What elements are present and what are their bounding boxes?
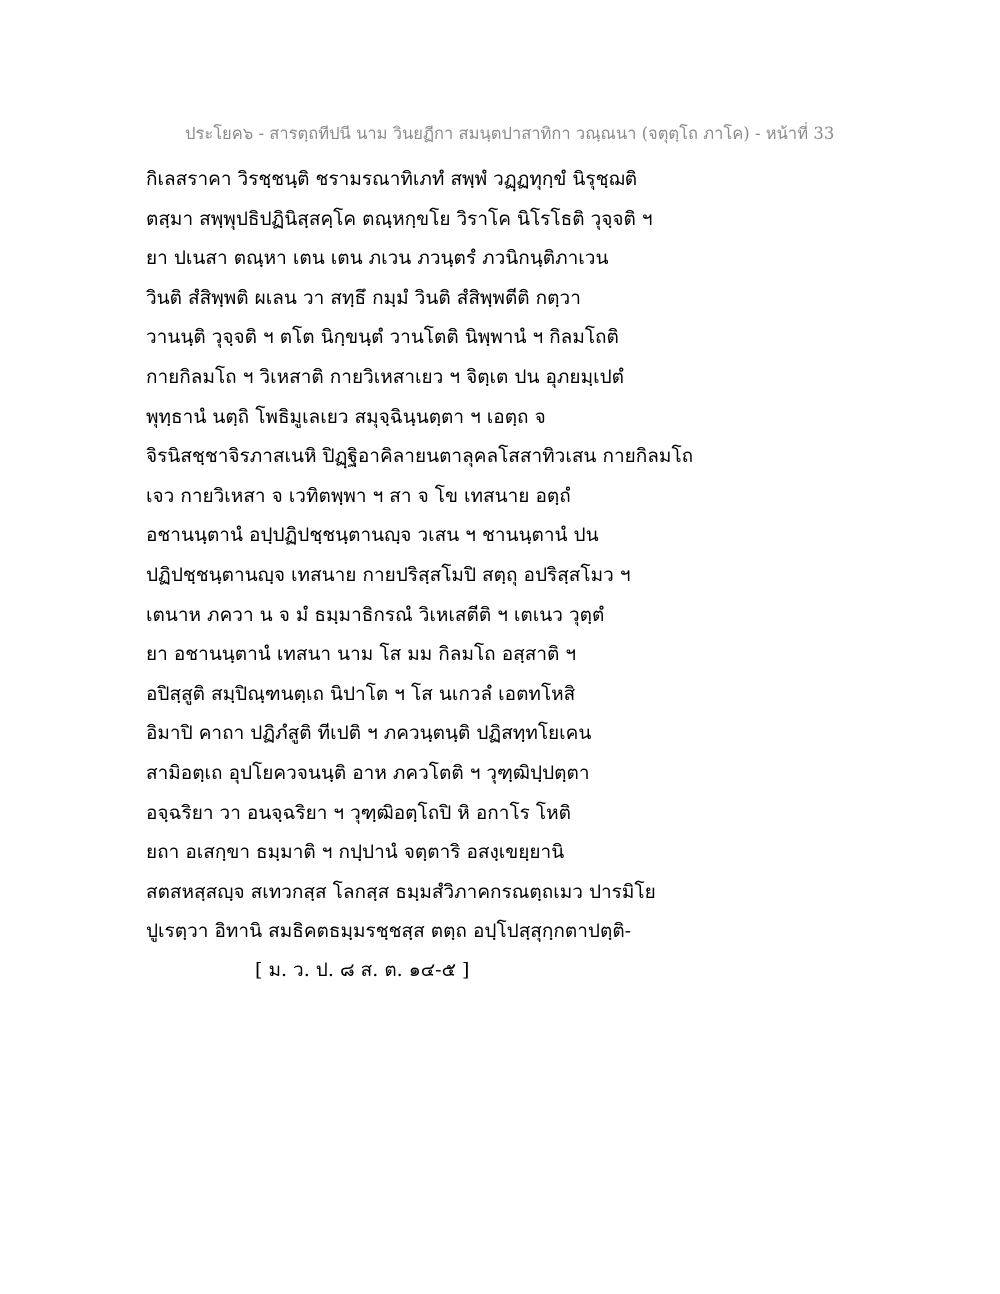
text-line: อปิสฺสูติ สมฺปิณฺฑนตฺเถ นิปาโต ฯ โส นเกวลํ เอตทโหสิ: [146, 682, 576, 705]
text-line: อิมาปิ คาถา ปฏิภํสูติ ทีเปติ ฯ ภควนฺตนฺติ ปฏิสทฺทโยเคน: [146, 722, 592, 745]
text-line: วินติ สํสิพฺพติ ผเลน วา สทฺธึ กมฺมํ วินติ สํสิพฺพตีติ กตฺวา: [146, 286, 581, 309]
text-line: ตสฺมา สพฺพุปธิปฏินิสฺสคฺโค ตณฺหกฺขโย วิราโค นิโรโธติ วุจฺจติ ฯ: [146, 207, 653, 230]
text-line: จิรนิสชฺชาจิรภาสเนหิ ปิฏฺฐิอาคิลายนตาลุคลโสสาทิวเสน กายกิลมโถ: [146, 445, 694, 468]
text-line: ยา อชานนฺตานํ เทสนา นาม โส มม กิลมโถ อสฺสาติ ฯ: [146, 643, 577, 666]
text-line: ยถา อเสกฺขา ธมฺมาติ ฯ กปฺปานํ จตฺตาริ อสงฺเขยฺยานิ: [146, 841, 565, 864]
text-line: กายกิลมโถ ฯ วิเหสาติ กายวิเหสาเยว ฯ จิตฺเต ปน อุภยมฺเปตํ: [146, 365, 624, 388]
running-header: ประโยค๖ - สารตฺถทีปนี นาม วินยฏีกา สมนฺตปาสาทิกา วณฺณนา (จตุตฺโถ ภาโค) - หน้าที่ 33: [185, 124, 835, 143]
text-line: อจฺฉริยา วา อนจฺฉริยา ฯ วุฑฺฒิอตฺโถปิ หิ อกาโร โหติ: [146, 801, 571, 824]
text-line: วานนฺติ วุจฺจติ ฯ ตโต นิกฺขนฺตํ วานโตติ นิพฺพานํ ฯ กิลมโถติ: [146, 326, 619, 349]
text-line: ยา ปเนสา ตณฺหา เตน เตน ภเวน ภวนฺตรํ ภวนิกนฺติภาเวน: [146, 247, 609, 270]
body-text: [146, 160, 786, 952]
text-line: อชานนฺตานํ อปฺปฏิปชฺชนฺตานญฺจ วเสน ฯ ชานนฺตานํ ปน: [146, 524, 599, 547]
text-line: สตสหสฺสญฺจ สเทวกสฺส โลกสฺส ธมฺมสํวิภาคกรณตฺถเมว ปารมิโย: [146, 880, 656, 903]
text-line: ปูเรตฺวา อิทานิ สมธิคตธมฺมรชฺชสฺส ตตฺถ อปฺโปสฺสุกฺกตาปตฺติ-: [146, 920, 632, 943]
text-line: สามิอตฺเถ อุปโยควจนนฺติ อาห ภควโตติ ฯ วุฑฺฒิปฺปตฺตา: [146, 761, 590, 784]
text-line: เตนาห ภควา น จ มํ ธมฺมาธิกรณํ วิเหเสตีติ ฯ เตเนว วุตฺตํ: [146, 603, 605, 626]
text-line: ปฏิปชฺชนฺตานญฺจ เทสนาย กายปริสฺสโมปิ สตฺถุ อปริสฺสโมว ฯ: [146, 563, 631, 586]
text-line: กิเลสราคา วิรชฺชนฺติ ชรามรณาทิเภทํ สพฺพํ วฏฺฏทุกฺขํ นิรุชฺฌติ: [146, 168, 638, 190]
text-line: พุทฺธานํ นตฺถิ โพธิมูเลเยว สมุจฺฉินฺนตฺตา ฯ เอตฺถ จ: [146, 405, 546, 428]
text-line: เจว กายวิเหสา จ เวทิตพฺพา ฯ สา จ โข เทสนาย อตฺถํ: [146, 484, 571, 507]
source-reference: [ ม. ว. ป. ๘ ส. ต. ๑๔-๕ ]: [255, 959, 470, 981]
